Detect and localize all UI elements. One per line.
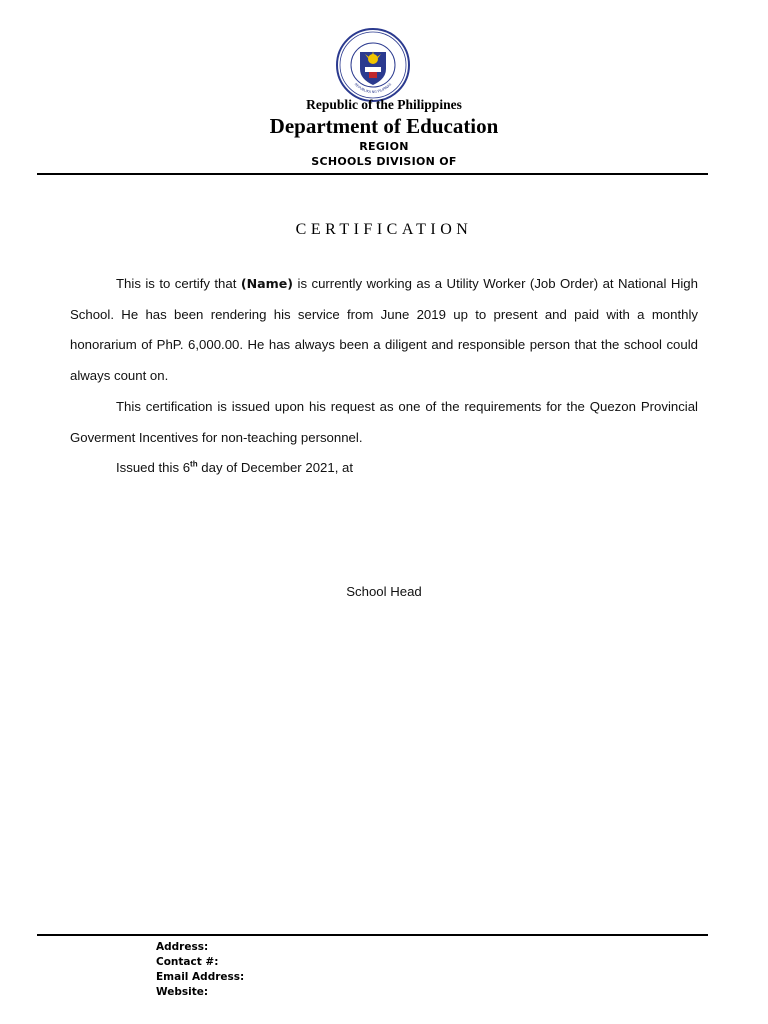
- document-title: CERTIFICATION: [295, 221, 473, 238]
- footer-contact: Contact #:: [156, 956, 219, 968]
- region-line: REGION: [359, 140, 409, 153]
- deped-seal-logo: [335, 27, 411, 103]
- signatory-title: School Head: [346, 584, 422, 599]
- republic-heading: Republic of the Philippines: [306, 97, 462, 112]
- seal-text: [335, 27, 411, 29]
- paragraph-2: This certification is issued upon his request as one of the requirements for the Quezon Provincial Goverment Incentives for non-teaching personnel.: [70, 398, 698, 445]
- seal-subtext: REPUBLIKA NG PILIPINAS: [353, 82, 393, 95]
- department-heading: Department of Education: [269, 114, 499, 138]
- footer-website: Website:: [156, 986, 209, 998]
- name-placeholder: (Name): [240, 276, 294, 291]
- footer-email: Email Address:: [156, 971, 245, 983]
- header-divider: [37, 173, 708, 175]
- paragraph-1: This is to certify that (Name) is currently working as a Utility Worker (Job Order) at National High School. He has been rendering his service from June 2019 up to present and paid with a monthly honorarium of PhP. 6,000.00. He has always been a diligent and responsible person that the school could always count on.: [70, 276, 698, 384]
- paragraph-3: Issued this 6th day of December 2021, at: [116, 459, 354, 476]
- footer-divider: [37, 934, 708, 936]
- division-line: SCHOOLS DIVISION OF: [311, 155, 457, 168]
- footer-contact-block: [156, 940, 244, 1000]
- footer-address: Address:: [156, 941, 209, 953]
- certification-body: [70, 269, 698, 484]
